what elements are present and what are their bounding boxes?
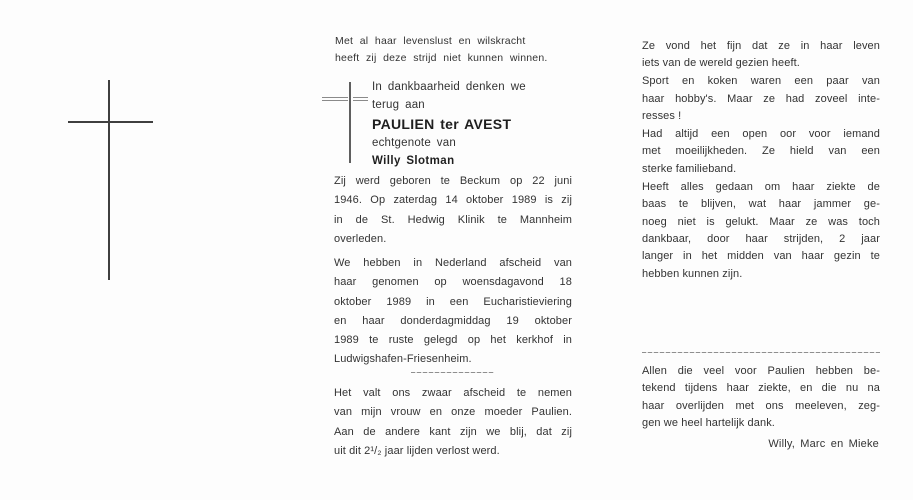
paragraph-grief: Het valt ons zwaar afscheid te nemen van mijn vrouw en onze moeder Paulien. Aan de andere kant zijn we blij, dat zij uit dit 2¹/₂ jaar lijden verlost werd.	[334, 387, 572, 457]
small-cross-right-arm	[353, 97, 368, 101]
signature: Willy, Marc en Mieke	[768, 438, 879, 450]
large-cross-vertical-bar	[108, 80, 110, 280]
intro-quote: Met al haar levenslust en wilskracht heeft zij deze strijd niet kunnen winnen.	[335, 35, 548, 65]
large-cross-horizontal-bar	[68, 121, 153, 123]
small-cross-left-arm	[322, 97, 348, 101]
paragraph-life-world: Ze vond het fijn dat ze in haar leven iets van de wereld gezien heeft.	[642, 40, 880, 70]
deceased-name: PAULIEN ter AVEST	[372, 115, 512, 132]
paragraph-birth-death: Zij werd geboren te Beckum op 22 juni 1946. Op zaterdag 14 oktober 1989 is zij in de St. Hedwig Klinik te Mannheim overleden.	[334, 175, 572, 245]
right-column	[642, 38, 880, 283]
spouse-name: Willy Slotman	[372, 155, 455, 168]
right-divider-line	[642, 352, 880, 353]
paragraph-thanks: Allen die veel voor Paulien hebben be- tekend tijdens haar ziekte, en die nu na haar overlijden met ons meeleven, zeg- gen we heel hartelijk dank.	[642, 365, 880, 430]
paragraph-illness: Heeft alles gedaan om haar ziekte de baas te blijven, wat haar jammer ge- noeg niet is gelukt. Maar ze was toch dankbaar, door haar strijden, 2 jaar langer in het midden van haar gezin te hebben kunnen zijn.	[642, 180, 880, 280]
paragraph-hobbies: Sport en koken waren een paar van haar hobby's. Maar ze had zoveel inte- resses !	[642, 75, 880, 123]
dedication-block	[372, 78, 582, 171]
dedication-line-2: terug aan	[372, 99, 425, 112]
paragraph-farewell: We hebben in Nederland afscheid van haar genomen op woensdagavond 18 oktober 1989 in een Eucharistieviering en haar donderdagmiddag 19 oktober 1989 te ruste gelegd op het kerkhof in Ludwigshafen-Friesenheim.	[334, 257, 572, 366]
dedication-line-1: In dankbaarheid denken we	[372, 81, 526, 93]
paragraph-open-ear: Had altijd een open oor voor iemand met moeilijkheden. Ze hield van een sterke familieband.	[642, 128, 880, 175]
small-cross-vertical-bar	[349, 82, 351, 163]
dedication-relation: echtgenote van	[372, 136, 456, 149]
left-divider-line	[411, 372, 494, 373]
